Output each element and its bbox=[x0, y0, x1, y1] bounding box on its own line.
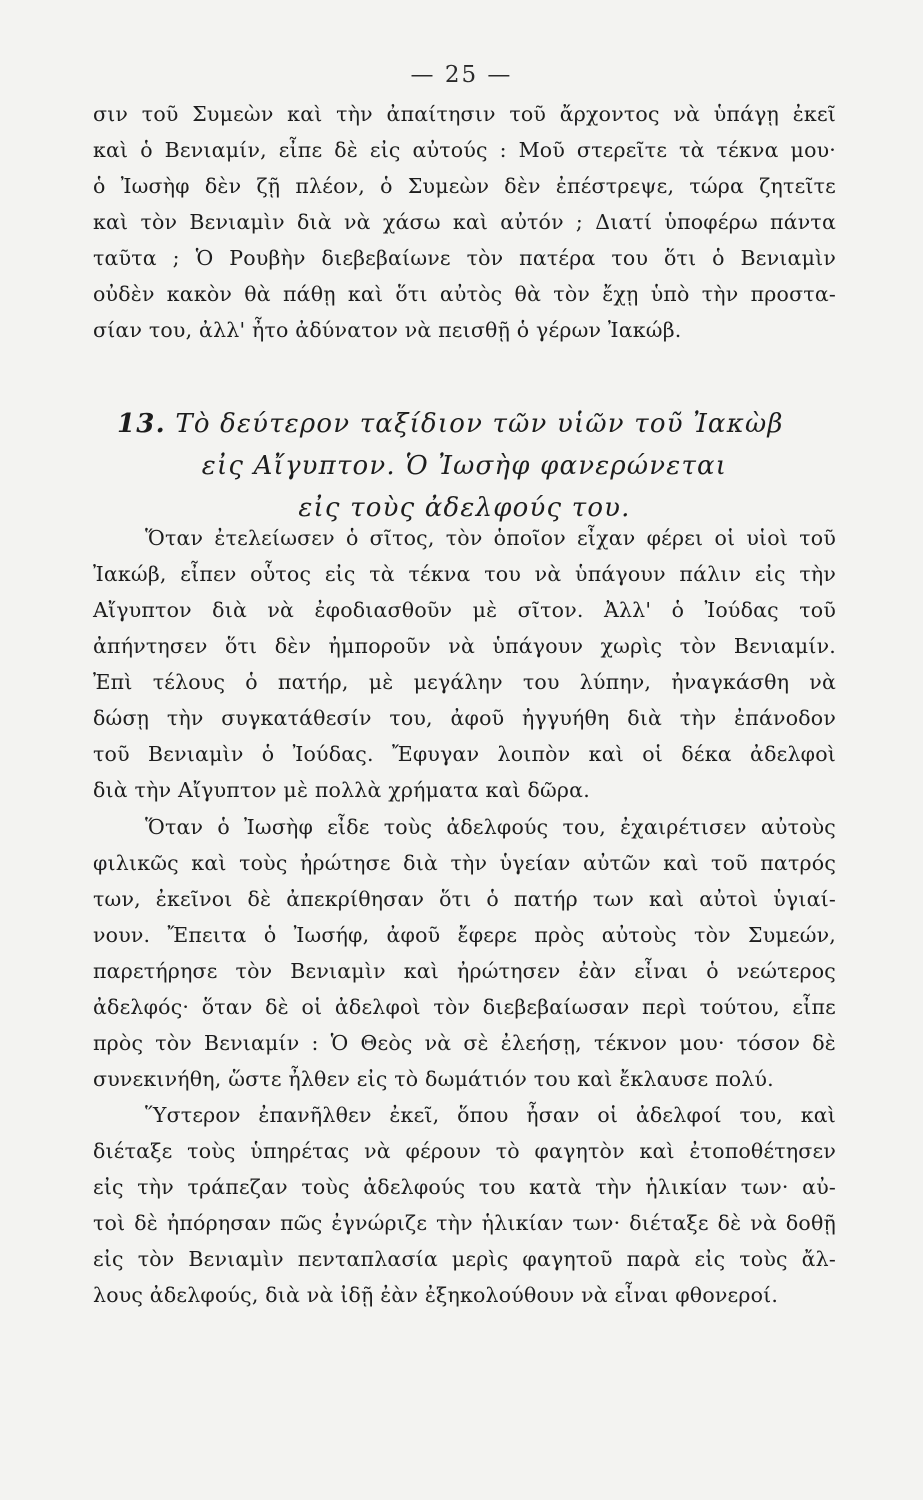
paragraph-1 bbox=[93, 520, 836, 808]
text-line: συνεκινήθη, ὥστε ἦλθεν εἰς τὸ δωμάτιόν του καὶ ἔκλαυσε πολύ. bbox=[93, 1067, 774, 1091]
text-line: τοὶ δὲ ἠπόρησαν πῶς ἐγνώριζε τὴν ἡλικίαν των· διέταξε δὲ νὰ δοθῇ bbox=[93, 1211, 836, 1235]
text-line: παρετήρησε τὸν Βενιαμὶν καὶ ἠρώτησεν ἐὰν εἶναι ὁ νεώτερος bbox=[93, 959, 836, 983]
paragraph-continuation bbox=[93, 96, 836, 348]
text-line: διέταξε τοὺς ὑπηρέτας νὰ φέρουν τὸ φαγητὸν καὶ ἐτοποθέτησεν bbox=[93, 1139, 836, 1163]
paragraph-2 bbox=[93, 809, 836, 1097]
text-line: εἰς τὸν Βενιαμὶν πενταπλασία μερὶς φαγητοῦ παρὰ εἰς τοὺς ἄλ- bbox=[93, 1247, 836, 1271]
text-line: Ὕστερον ἐπανῆλθεν ἐκεῖ, ὅπου ἦσαν οἱ ἀδελφοί του, καὶ bbox=[145, 1103, 836, 1127]
page-number: — 25 — bbox=[410, 62, 513, 88]
heading-line-2: εἰς Αἴγυπτον. Ὁ Ἰωσὴφ φανερώνεται bbox=[201, 451, 728, 481]
paragraph-3 bbox=[93, 1097, 836, 1313]
heading-line-1 bbox=[93, 403, 836, 445]
text-line: δώσῃ τὴν συγκατάθεσίν του, ἀφοῦ ἠγγυήθη διὰ τὴν ἐπάνοδον bbox=[93, 706, 836, 730]
text-line: Ἐπὶ τέλους ὁ πατήρ, μὲ μεγάλην του λύπην, ἠναγκάσθη νὰ bbox=[93, 670, 836, 694]
text-line: λους ἀδελφούς, διὰ νὰ ἰδῇ ἐὰν ἐξηκολούθουν νὰ εἶναι φθονεροί. bbox=[93, 1283, 779, 1307]
text-line: καὶ ὁ Βενιαμίν, εἶπε δὲ εἰς αὐτούς : Μοῦ στερεῖτε τὰ τέκνα μου· bbox=[93, 138, 836, 162]
text-line: ὁ Ἰωσὴφ δὲν ζῇ πλέον, ὁ Συμεὼν δὲν ἐπέστρεψε, τώρα ζητεῖτε bbox=[93, 174, 836, 198]
text-line: καὶ τὸν Βενιαμὶν διὰ νὰ χάσω καὶ αὐτόν ; Διατί ὑποφέρω πάντα bbox=[93, 210, 836, 234]
text-line: πρὸς τὸν Βενιαμίν : Ὁ Θεὸς νὰ σὲ ἐλεήσῃ, τέκνον μου· τόσον δὲ bbox=[93, 1031, 836, 1055]
text-line: σιν τοῦ Συμεὼν καὶ τὴν ἀπαίτησιν τοῦ ἄρχοντος νὰ ὑπάγῃ ἐκεῖ bbox=[93, 102, 836, 126]
text-line: Ὅταν ὁ Ἰωσὴφ εἶδε τοὺς ἀδελφούς του, ἐχαιρέτισεν αὐτοὺς bbox=[145, 815, 836, 839]
text-line: Αἴγυπτον διὰ νὰ ἐφοδιασθοῦν μὲ σῖτον. Ἀλλ' ὁ Ἰούδας τοῦ bbox=[93, 598, 836, 622]
heading-line-3: εἰς τοὺς ἀδελφούς του. bbox=[298, 493, 631, 523]
text-line: φιλικῶς καὶ τοὺς ἠρώτησε διὰ τὴν ὑγείαν αὐτῶν καὶ τοῦ πατρός bbox=[93, 851, 836, 875]
text-line: ταῦτα ; Ὁ Ρουβὴν διεβεβαίωνε τὸν πατέρα του ὅτι ὁ Βενιαμὶν bbox=[93, 246, 836, 270]
text-line: σίαν του, ἀλλ' ἦτο ἀδύνατον νὰ πεισθῇ ὁ γέρων Ἰακώβ. bbox=[93, 318, 682, 342]
text-line: των, ἐκεῖνοι δὲ ἀπεκρίθησαν ὅτι ὁ πατήρ των καὶ αὐτοὶ ὑγιαί- bbox=[93, 887, 836, 911]
text-line: διὰ τὴν Αἴγυπτον μὲ πολλὰ χρήματα καὶ δῶρα. bbox=[93, 778, 590, 802]
text-line: τοῦ Βενιαμὶν ὁ Ἰούδας. Ἔφυγαν λοιπὸν καὶ οἱ δέκα ἀδελφοὶ bbox=[93, 742, 836, 766]
text-line: νουν. Ἔπειτα ὁ Ἰωσήφ, ἀφοῦ ἔφερε πρὸς αὐτοὺς τὸν Συμεών, bbox=[93, 923, 836, 947]
text-line: Ὅταν ἐτελείωσεν ὁ σῖτος, τὸν ὁποῖον εἶχαν φέρει οἱ υἱοὶ τοῦ bbox=[145, 526, 836, 550]
text-line: οὐδὲν κακὸν θὰ πάθῃ καὶ ὅτι αὐτὸς θὰ τὸν ἔχῃ ὑπὸ τὴν προστα- bbox=[93, 282, 836, 306]
section-number: 13. bbox=[117, 409, 166, 439]
heading-title-1: Τὸ δεύτερον ταξίδιον τῶν υἱῶν τοῦ Ἰακὼβ bbox=[175, 409, 784, 439]
section-heading bbox=[93, 403, 836, 529]
text-line: ἀδελφός· ὅταν δὲ οἱ ἀδελφοὶ τὸν διεβεβαίωσαν περὶ τούτου, εἶπε bbox=[93, 995, 836, 1019]
text-line: Ἰακώβ, εἶπεν οὗτος εἰς τὰ τέκνα του νὰ ὑπάγουν πάλιν εἰς τὴν bbox=[93, 562, 836, 586]
text-line: ἀπήντησεν ὅτι δὲν ἠμποροῦν νὰ ὑπάγουν χωρὶς τὸν Βενιαμίν. bbox=[93, 634, 836, 658]
text-line: εἰς τὴν τράπεζαν τοὺς ἀδελφούς του κατὰ τὴν ἡλικίαν των· αὐ- bbox=[93, 1175, 836, 1199]
